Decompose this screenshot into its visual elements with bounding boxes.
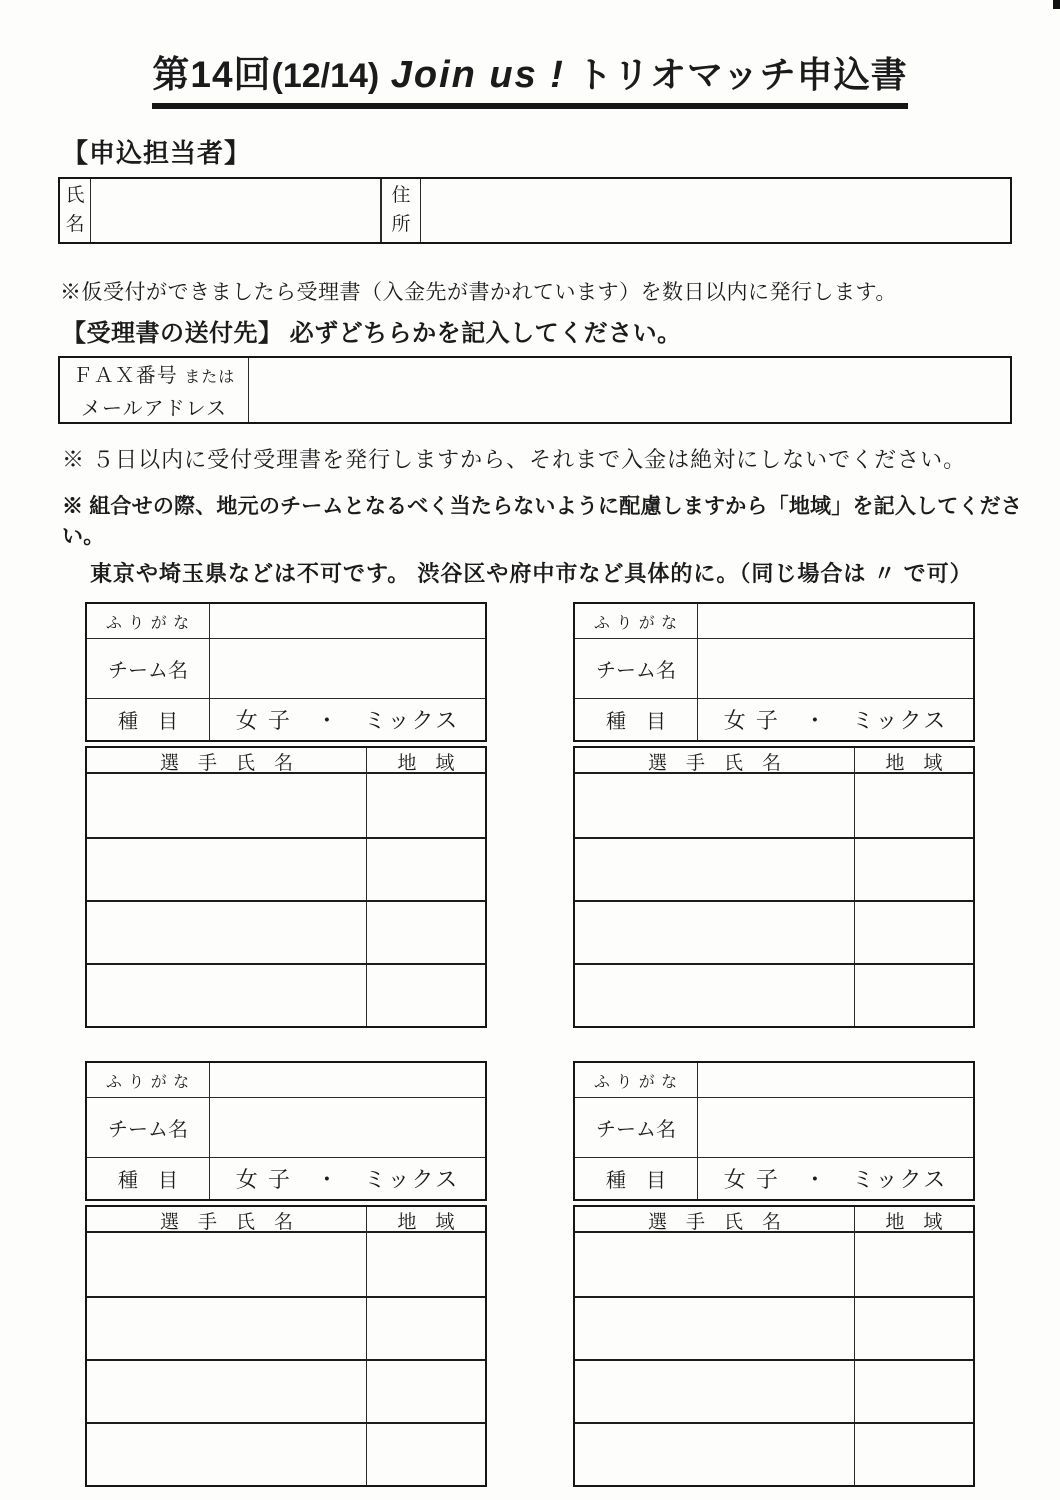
region-note-line2: 東京や埼玉県などは不可です。 渋谷区や府中市など具体的に。（同じ場合は 〃 で可）	[90, 561, 973, 586]
fax-label-or: または	[184, 369, 236, 386]
player-name-cell	[575, 1361, 855, 1422]
team-name-field	[698, 1098, 973, 1157]
player-name-cell	[87, 902, 367, 963]
title-suffix: トリオマッチ申込書	[576, 54, 908, 95]
players-table	[85, 746, 487, 1028]
teams-grid	[85, 602, 1060, 1487]
player-name-cell	[575, 1233, 855, 1296]
player-name-cell	[575, 1424, 855, 1485]
name-label: 氏名	[65, 185, 85, 235]
player-name-cell	[87, 1298, 367, 1359]
player-row	[575, 837, 973, 900]
team-entry-3	[85, 1061, 487, 1487]
address-label-cell	[382, 179, 421, 242]
furigana-field	[698, 1063, 973, 1097]
player-name-cell	[575, 965, 855, 1026]
player-row	[575, 1422, 973, 1485]
category-label: 種 目	[87, 699, 210, 740]
team-name-field	[698, 639, 973, 698]
team-name-label: チーム名	[87, 1098, 210, 1157]
player-row	[87, 1233, 485, 1296]
region-cell	[367, 1233, 485, 1296]
team-entry-1	[85, 602, 487, 1028]
player-name-cell	[87, 1233, 367, 1296]
player-row	[575, 1296, 973, 1359]
players-table	[85, 1205, 487, 1487]
player-row	[87, 1422, 485, 1485]
player-name-cell	[87, 1424, 367, 1485]
category-options: 女 子 ・ ミックス	[723, 708, 948, 733]
title-underline	[152, 103, 907, 109]
fax-label-line2: メールアドレス	[81, 398, 227, 420]
furigana-label: ふ り が な	[575, 1063, 698, 1097]
region-cell	[855, 1233, 973, 1296]
category-label: 種 目	[575, 1158, 698, 1199]
title-round: 第14回	[152, 54, 272, 95]
player-name-cell	[87, 965, 367, 1026]
team-info-table	[573, 1061, 975, 1201]
name-field	[91, 179, 382, 242]
form-title	[152, 44, 907, 109]
category-options: 女 子 ・ ミックス	[723, 1167, 948, 1192]
player-row	[87, 1296, 485, 1359]
region-cell	[367, 965, 485, 1026]
furigana-field	[698, 604, 973, 638]
player-name-cell	[575, 1298, 855, 1359]
region-cell	[367, 1424, 485, 1485]
region-cell	[367, 839, 485, 900]
player-name-cell	[87, 839, 367, 900]
team-name-field	[210, 639, 485, 698]
player-name-header: 選 手 氏 名	[87, 1207, 367, 1234]
team-name-label: チーム名	[575, 639, 698, 698]
address-field	[421, 179, 1010, 242]
scan-artifact	[1053, 0, 1060, 9]
player-name-cell	[575, 774, 855, 837]
title-date: (12/14)	[271, 57, 380, 95]
receipt-note: ※仮受付ができましたら受理書（入金先が書かれています）を数日以内に発行します。	[60, 281, 897, 304]
region-cell	[367, 774, 485, 837]
team-info-table	[85, 602, 487, 742]
team-name-field	[210, 1098, 485, 1157]
players-table	[573, 746, 975, 1028]
player-row	[575, 774, 973, 837]
players-table	[573, 1205, 975, 1487]
team-entry-2	[573, 602, 975, 1028]
applicant-heading: 【申込担当者】	[62, 138, 252, 168]
fax-table	[58, 356, 1012, 424]
region-cell	[855, 965, 973, 1026]
region-cell	[855, 1424, 973, 1485]
player-row	[575, 963, 973, 1026]
furigana-field	[210, 1063, 485, 1097]
region-header: 地 域	[397, 1212, 455, 1233]
region-cell	[855, 774, 973, 837]
team-name-label: チーム名	[87, 639, 210, 698]
region-cell	[855, 1361, 973, 1422]
region-header: 地 域	[397, 753, 455, 774]
region-cell	[367, 902, 485, 963]
fax-field	[249, 358, 1010, 422]
region-cell	[367, 1361, 485, 1422]
region-cell	[367, 1298, 485, 1359]
team-info-table	[85, 1061, 487, 1201]
team-name-label: チーム名	[575, 1098, 698, 1157]
payment-note: ※ ５日以内に受付受理書を発行しますから、それまで入金は絶対にしないでください。	[62, 447, 967, 472]
player-name-header: 選 手 氏 名	[575, 1207, 855, 1234]
player-name-cell	[87, 1361, 367, 1422]
player-row	[87, 837, 485, 900]
category-label: 種 目	[575, 699, 698, 740]
player-name-header: 選 手 氏 名	[87, 748, 367, 775]
player-row	[575, 1359, 973, 1422]
applicant-table	[58, 177, 1012, 244]
address-label: 住所	[391, 185, 411, 235]
region-cell	[855, 902, 973, 963]
destination-heading: 【受理書の送付先】 必ずどちらかを記入してください。	[62, 320, 682, 347]
category-options: 女 子 ・ ミックス	[235, 708, 460, 733]
fax-label-cell	[60, 358, 249, 422]
team-entry-4	[573, 1061, 975, 1487]
name-label-cell	[60, 179, 91, 242]
player-row	[575, 900, 973, 963]
player-row	[87, 963, 485, 1026]
furigana-label: ふ り が な	[87, 1063, 210, 1097]
region-note-line1: ※ 組合せの際、地元のチームとなるべく当たらないように配慮しますから「地域」を記入してください。	[62, 495, 1023, 548]
team-info-table	[573, 602, 975, 742]
fax-label-main: ＦＡＸ番号	[72, 365, 178, 387]
category-options: 女 子 ・ ミックス	[235, 1167, 460, 1192]
player-name-cell	[575, 839, 855, 900]
region-cell	[855, 839, 973, 900]
player-row	[575, 1233, 973, 1296]
player-name-cell	[575, 902, 855, 963]
player-row	[87, 1359, 485, 1422]
player-name-header: 選 手 氏 名	[575, 748, 855, 775]
region-header: 地 域	[885, 1212, 943, 1233]
furigana-field	[210, 604, 485, 638]
category-label: 種 目	[87, 1158, 210, 1199]
player-name-cell	[87, 774, 367, 837]
furigana-label: ふ り が な	[575, 604, 698, 638]
region-header: 地 域	[885, 753, 943, 774]
furigana-label: ふ り が な	[87, 604, 210, 638]
player-row	[87, 774, 485, 837]
title-brand: Join us !	[390, 54, 565, 96]
player-row	[87, 900, 485, 963]
region-cell	[855, 1298, 973, 1359]
